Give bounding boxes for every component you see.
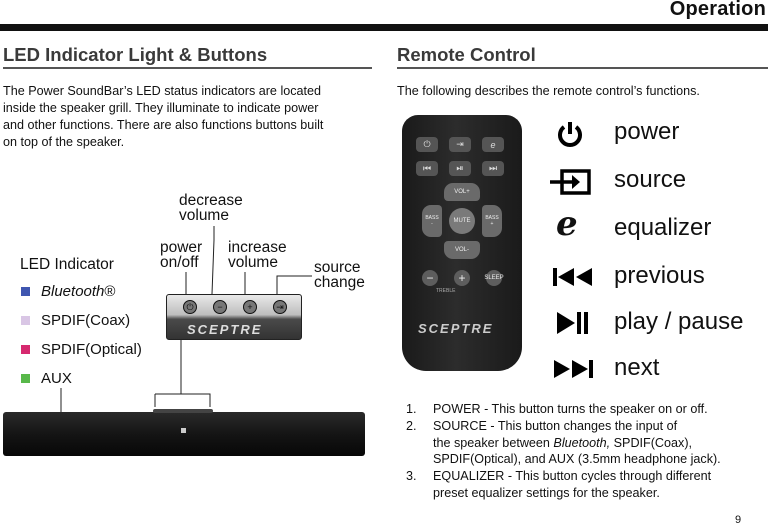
source-icon [548, 168, 592, 196]
list-item [406, 468, 768, 502]
panel-decrease-button: − [213, 300, 227, 314]
right-heading-rule [397, 67, 768, 69]
intro-line: and other functions. There are also functions buttons built [3, 118, 324, 132]
function-item [548, 350, 768, 396]
list-line: the speaker between Bluetooth, SPDIF(Coax), [433, 435, 693, 450]
panel-power-button: ⏻ [183, 300, 197, 314]
remote-function-list [406, 401, 768, 502]
previous-icon [552, 266, 596, 288]
remote-vol-down: VOL- [444, 241, 480, 259]
remote-function-legend [548, 114, 768, 396]
led-label: Bluetooth® [41, 283, 116, 300]
led-label: SPDIF(Coax) [41, 312, 131, 329]
list-item [406, 418, 768, 468]
led-label: AUX [41, 370, 72, 387]
remote-treble-minus: − [422, 270, 438, 286]
button-panel-closeup [166, 294, 302, 340]
soundbar-top-buttons [153, 409, 213, 413]
callout-source-change: source change [314, 259, 365, 291]
leader-source [277, 276, 312, 294]
led-indicator-title: LED Indicator [20, 256, 114, 273]
power-icon [556, 120, 584, 148]
remote-mute-button: MUTE [449, 208, 475, 234]
function-label: play / pause [614, 308, 744, 335]
intro-line: inside the speaker grill. They illuminate to indicate power [3, 101, 319, 115]
function-item [548, 114, 768, 162]
list-line: SOURCE - This button changes the input of [433, 418, 678, 433]
next-icon [552, 358, 596, 380]
led-swatch-coax [21, 316, 30, 325]
remote-equalizer-button: e [482, 137, 504, 152]
function-item [548, 304, 768, 350]
list-line: SPDIF(Optical), and AUX (3.5mm headphone jack). [433, 452, 721, 467]
function-item [548, 162, 768, 210]
list-line: POWER - This button turns the speaker on or off. [433, 402, 708, 416]
page-title: Operation [669, 0, 766, 20]
list-number: 2. [406, 418, 417, 433]
function-label: source [614, 166, 687, 193]
equalizer-icon: e [556, 204, 578, 244]
remote-brand-logo: SCEPTRE [418, 321, 494, 336]
play-pause-icon [556, 311, 592, 335]
panel-brand-logo: SCEPTRE [187, 322, 263, 337]
led-swatch-optical [21, 345, 30, 354]
remote-next-button: ⏭ [482, 161, 504, 176]
list-number: 3. [406, 469, 417, 484]
leader-bracket [155, 394, 210, 407]
intro-line: on top of the speaker. [3, 135, 125, 149]
soundbar-led [181, 428, 186, 433]
list-number: 1. [406, 402, 417, 416]
panel-source-button: ⇥ [273, 300, 287, 314]
callout-increase-volume: increase volume [228, 239, 287, 271]
list-line: preset equalizer settings for the speaker. [433, 485, 660, 500]
remote-sleep-button: SLEEP [486, 270, 502, 286]
function-label: previous [614, 262, 705, 289]
remote-bass-minus: BASS - [422, 205, 442, 237]
remote-bass-plus: BASS + [482, 205, 502, 237]
callout-decrease-volume: decrease volume [179, 192, 243, 224]
function-label: power [614, 118, 680, 145]
function-item [548, 258, 768, 304]
remote-vol-up: VOL+ [444, 183, 480, 201]
callout-power: power on/off [160, 239, 203, 271]
page-number: 9 [735, 514, 742, 526]
function-label: equalizer [614, 214, 712, 241]
led-label: SPDIF(Optical) [41, 341, 142, 358]
remote-dpad [414, 183, 510, 263]
remote-previous-button: ⏮ [416, 161, 438, 176]
panel-increase-button: + [243, 300, 257, 314]
intro-line: The Power SoundBar’s LED status indicators are located [3, 84, 322, 98]
led-section-heading: LED Indicator Light & Buttons [3, 44, 268, 65]
led-swatch-aux [21, 374, 30, 383]
list-item [406, 401, 768, 418]
remote-source-button: ⇥ [449, 137, 471, 152]
remote-section-heading: Remote Control [397, 44, 536, 65]
function-label: next [614, 354, 660, 381]
function-item [548, 204, 768, 258]
remote-treble-label: TREBLE [436, 288, 456, 294]
remote-treble-plus: + [454, 270, 470, 286]
list-line: EQUALIZER - This button cycles through different [433, 469, 712, 484]
led-swatch-bluetooth [21, 287, 30, 296]
soundbar-image [3, 412, 365, 456]
remote-play-pause-button: ⏯ [449, 161, 471, 176]
remote-power-button: ⏻ [416, 137, 438, 152]
remote-control-image [402, 115, 522, 371]
remote-intro: The following describes the remote control’s functions. [397, 84, 700, 98]
leader-decrease [212, 226, 214, 294]
